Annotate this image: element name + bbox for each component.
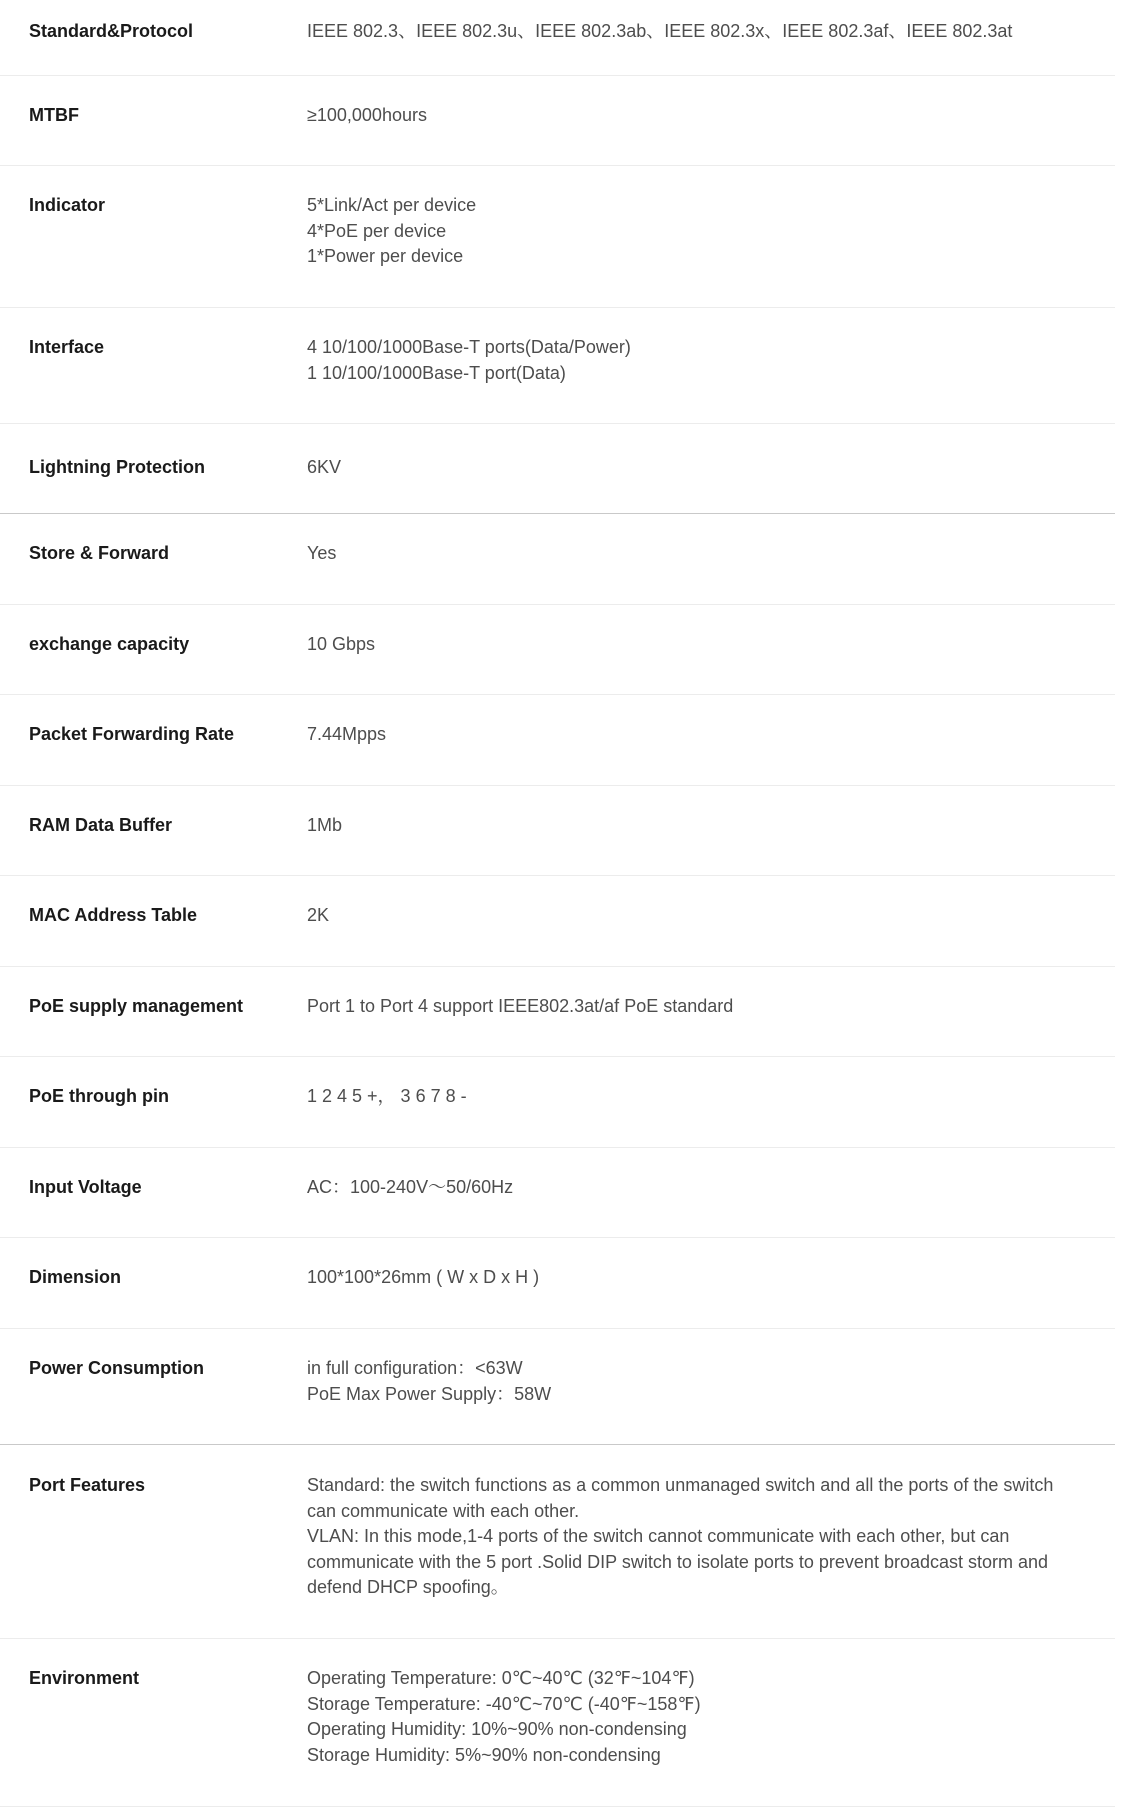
spec-value [307, 1666, 1115, 1768]
spec-value-line: Operating Humidity: 10%~90% non-condensing [307, 1719, 687, 1739]
spec-value-line: 4*PoE per device [307, 220, 447, 241]
spec-row-environment [0, 1639, 1115, 1807]
spec-value [307, 722, 1115, 748]
spec-value-line: PoE Max Power Supply：58W [307, 1383, 552, 1404]
spec-row-exchange-capacity [0, 605, 1115, 695]
spec-row-port-features [0, 1445, 1115, 1639]
spec-label: Standard&Protocol [29, 21, 194, 41]
spec-value-line: 1*Power per device [307, 246, 464, 266]
spec-value-line: communicate with the 5 port .Solid DIP switch to isolate ports to prevent broadcast storm and [307, 1551, 1049, 1572]
spec-value [307, 813, 1115, 839]
spec-value-line: 1Mb [307, 815, 343, 835]
spec-row-poe-supply-management [0, 967, 1115, 1057]
spec-value-line: Yes [307, 543, 337, 563]
spec-label: Dimension [29, 1267, 122, 1287]
spec-row-mac-address-table [0, 876, 1115, 967]
spec-value-line: 100*100*26mm ( W x D x H ) [307, 1267, 540, 1287]
spec-row-mtbf [0, 76, 1115, 166]
spec-value-line: defend DHCP spoofing。 [307, 1577, 509, 1597]
spec-label: Port Features [29, 1475, 146, 1495]
spec-value-line: VLAN: In this mode,1-4 ports of the switch cannot communicate with each other, but can [307, 1526, 1010, 1546]
spec-value-line: can communicate with each other. [307, 1500, 580, 1521]
spec-label: PoE supply management [29, 996, 244, 1016]
spec-value [307, 455, 1115, 481]
spec-value-line: 1 2 4 5 +， 3 6 7 8 - [307, 1086, 467, 1106]
spec-label: Lightning Protection [29, 457, 205, 477]
spec-label: Environment [29, 1668, 140, 1688]
spec-value-line: 2K [307, 905, 330, 925]
spec-value [307, 19, 1115, 45]
spec-row-packet-forwarding-rate [0, 695, 1115, 786]
spec-value [307, 1473, 1115, 1601]
spec-value-line: 6KV [307, 457, 342, 477]
spec-label: exchange capacity [29, 634, 190, 654]
spec-label: PoE through pin [29, 1086, 169, 1106]
spec-value-line: Port 1 to Port 4 support IEEE802.3at/af PoE standard [307, 996, 734, 1016]
spec-value-line: 1 10/100/1000Base-T port(Data) [307, 362, 566, 383]
spec-value-line: IEEE 802.3、IEEE 802.3u、IEEE 802.3ab、IEEE 802.3x、IEEE 802.3af、IEEE 802.3at [307, 21, 1013, 41]
spec-value [307, 632, 1115, 658]
spec-row-dimension [0, 1238, 1115, 1329]
spec-value-line: Standard: the switch functions as a common unmanaged switch and all the ports of the switch [307, 1475, 1054, 1495]
spec-label: Power Consumption [29, 1358, 204, 1378]
spec-value-line: in full configuration：<63W [307, 1358, 523, 1378]
spec-row-standard-protocol [0, 0, 1115, 76]
spec-value-line: 7.44Mpps [307, 724, 387, 744]
spec-value [307, 335, 1115, 386]
spec-row-indicator [0, 166, 1115, 308]
spec-value-line: Operating Temperature: 0℃~40℃ (32℉~104℉) [307, 1668, 695, 1688]
spec-label: Indicator [29, 195, 106, 215]
spec-value [307, 1175, 1115, 1201]
spec-label: Packet Forwarding Rate [29, 724, 235, 744]
spec-value-line: 10 Gbps [307, 634, 376, 654]
spec-row-power-consumption [0, 1329, 1115, 1445]
spec-label: RAM Data Buffer [29, 815, 173, 835]
spec-row-input-voltage [0, 1148, 1115, 1238]
spec-row-ram-data-buffer [0, 786, 1115, 876]
spec-value-line: 5*Link/Act per device [307, 195, 477, 215]
spec-row-interface [0, 308, 1115, 424]
spec-value [307, 103, 1115, 129]
spec-value [307, 994, 1115, 1020]
spec-value [307, 1084, 1115, 1110]
spec-label: Interface [29, 337, 105, 357]
spec-value [307, 903, 1115, 929]
spec-label: MAC Address Table [29, 905, 198, 925]
spec-value-line: 4 10/100/1000Base-T ports(Data/Power) [307, 337, 631, 357]
spec-row-poe-through-pin [0, 1057, 1115, 1148]
spec-value-line: ≥100,000hours [307, 105, 427, 125]
spec-value [307, 541, 1115, 567]
spec-value [307, 1265, 1115, 1291]
spec-row-lightning-protection [0, 424, 1115, 514]
spec-label: MTBF [29, 105, 79, 125]
spec-value-line: AC：100-240V～50/60Hz [307, 1177, 514, 1197]
spec-value-line: Storage Temperature: -40℃~70℃ (-40℉~158℉) [307, 1693, 701, 1714]
spec-value-line: Storage Humidity: 5%~90% non-condensing [307, 1744, 661, 1765]
spec-row-store-forward [0, 514, 1115, 605]
spec-label: Store & Forward [29, 543, 170, 563]
spec-value [307, 1356, 1115, 1407]
spec-label: Input Voltage [29, 1177, 142, 1197]
spec-value [307, 193, 1115, 270]
